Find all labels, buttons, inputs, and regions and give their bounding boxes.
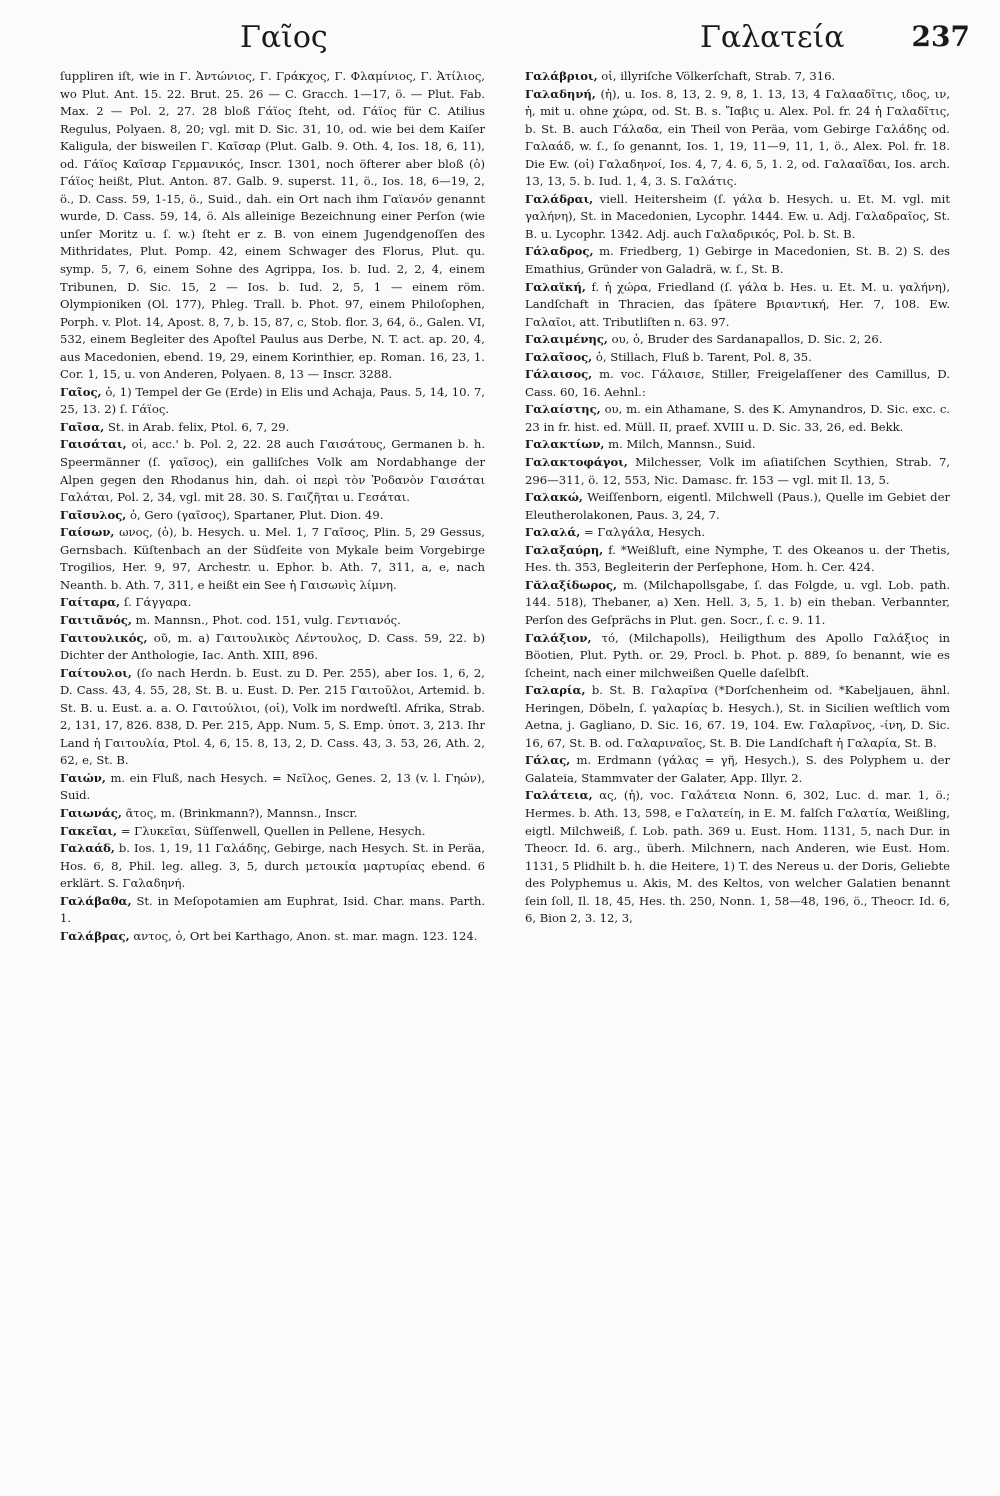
entry-text: οἱ, acc.' b. Pol. 2, 22. 28 auch Γαισάτους, Germanen b. h. Speermänner (ſ. γαῖσος), ein galliſches Volk am Nordabhange der Alpen gegen den Rhodanus hin, dah. οἱ περὶ τὸν Ῥοδανὸν Γαισάται Γαλάται, Pol. 2, 34, vgl. mit 28. 30. S. Γαιζῆται u. Γεσάται.	[60, 437, 485, 505]
entry-lemma: Γαίτουλοι,	[60, 665, 132, 680]
entry-lemma: Γαιών,	[60, 770, 106, 785]
entry-lemma: Γαλακτίων,	[525, 437, 605, 452]
entry-text: ωνος, (ὁ), b. Hesych. u. Mel. 1, 7 Γαῖσος, Plin. 5, 29 Gessus, Gernsbach. Küſtenbach an der Südſeite von Mykale beim Vorgebirge Trogilios, Her. 9, 97, Archestr. u. Ephor. b. Ath. 7, 311, a, e, nach Neanth. b. Ath. 7, 311, e heißt ein See ἡ Γαισωνὶς λίμνη.	[60, 525, 485, 592]
entry-lemma: Γαιτιᾶνός,	[60, 612, 132, 627]
dictionary-entry	[525, 436, 950, 454]
entry-text: St. in Arab. felix, Ptol. 6, 7, 29.	[107, 419, 290, 434]
dictionary-entry	[525, 630, 950, 683]
entry-lemma: Γαλάξιον,	[525, 630, 592, 645]
entry-lemma: Γαλαλά,	[525, 525, 581, 540]
entry-lemma: Γαλαάδ,	[60, 841, 115, 856]
dictionary-entry	[525, 366, 950, 401]
entry-lemma: Γαλάβαθα,	[60, 893, 132, 908]
entry-text: = Γαλγάλα, Hesych.	[583, 525, 706, 540]
entry-text: m. Mannsn., Phot. cod. 151, vulg. Γεντιανός.	[135, 612, 401, 627]
entry-lemma: Γάλαδρος,	[525, 244, 594, 259]
entry-text: ᾶτος, m. (Brinkmann?), Mannsn., Inscr.	[125, 805, 358, 820]
dictionary-entry	[525, 279, 950, 332]
entry-lemma: Γαιωνάς,	[60, 805, 122, 820]
entry-lemma: Γαιτουλικός,	[60, 630, 148, 645]
entry-text: ὁ, Gero (γαῖσος), Spartaner, Plut. Dion. 49.	[130, 507, 384, 522]
dictionary-entry	[60, 823, 485, 841]
dictionary-entry	[60, 436, 485, 506]
entry-text: αντος, ὁ, Ort bei Karthago, Anon. st. mar. magn. 123. 124.	[133, 928, 478, 943]
entry-text: m. Friedberg, 1) Gebirge in Macedonien, St. B. 2) S. des Emathius, Gründer von Galadrä, w. ſ., St. B.	[525, 244, 950, 277]
entry-text: St. in Meſopotamien am Euphrat, Isid. Char. mans. Parth. 1.	[60, 893, 485, 926]
entry-text: (ἡ), u. Ios. 8, 13, 2. 9, 8, 1. 13, 13, 4 Γαλααδῖτις, ιδος, ιν, ἡ, mit u. ohne χώρα, od. St. B. s. Ἴαβις u. Alex. Pol. fr. 24 ἡ Γαλαδῖτις, b. St. B. auch Γάλαδα, ein Theil von Peräa, vom Gebirge Γαλάδης od. Γαλαάδ, w. ſ., ſo genannt, Ios. 1, 19, 11—9, 11, 1, ö., Alex. Pol. fr. 18. Die Ew. (οἱ) Γαλαδηνοί, Ios. 4, 7, 4. 6, 5, 1. 2, od. Γαλααῖδαι, Ios. arch. 13, 13, 5. b. Iud. 1, 4, 3. S. Γαλάτις.	[525, 86, 951, 189]
entry-lemma: Γαλαδηνή,	[525, 86, 596, 101]
entry-text: ας, (ἡ), voc. Γαλάτεια Nonn. 6, 302, Luc. d. mar. 1, ö.; Hermes. b. Ath. 13, 598, e Γαλατείη, in E. M. falſch Γαλατία, Weißling, eigtl. Milchweiß, ſ. Lob. path. 369 u. Eust. Hom. 1131, 5, nach Dur. in Theocr. Id. 6. arg., überh. Milchnern, nach Anderen, wie Eust. Hom. 1131, 5 Plidhilt b. h. die Heitere, 1) T. des Nereus u. der Doris, Geliebte des Polyphemus u. Akis, M. des Keltos, von welcher Galatien benannt ſein ſoll, Il. 18, 45, Hes. th. 250, Nonn. 1, 58—48, 196, ö., Theocr. Id. 6, 6, Bion 2, 3. 12, 3,	[525, 788, 951, 926]
dictionary-entry	[525, 489, 950, 524]
entry-lemma: Γαῖος,	[60, 384, 102, 399]
entry-text: m. (Milchapollsgabe, ſ. das Folgde, u. vgl. Lob. path. 144. 518), Thebaner, a) Xen. Hell. 3, 5, 1. b) ein theban. Verbannter, Perſon des Geſprächs in Plut. gen. Socr., ſ. c. 9. 11.	[525, 577, 951, 627]
entry-text: viell. Heitersheim (ſ. γάλα b. Hesych. u. Et. M. vgl. mit γαλήνη), St. in Macedonien, Lycophr. 1444. Ew. u. Adj. Γαλαδραῖος, St. B. u. Lycophr. 1342. Adj. auch Γαλαδρικός, Pol. b. St. B.	[525, 191, 950, 241]
dictionary-entry	[525, 542, 950, 577]
dictionary-entry	[525, 349, 950, 367]
dictionary-entry	[60, 384, 485, 419]
dictionary-entry	[60, 770, 485, 805]
entry-text: Weiſſenborn, eigentl. Milchwell (Paus.), Quelle im Gebiet der Eleutherolakonen, Paus. 3, 24, 7.	[525, 490, 950, 522]
entry-text: m. Milch, Mannsn., Suid.	[608, 437, 756, 452]
entry-text: (ſo nach Herdn. b. Eust. zu D. Per. 255), aber Ios. 1, 6, 2, D. Cass. 43, 4. 55, 28, St. B. u. Eust. D. Per. 215 Γαιτοῦλοι, Artemid. b. St. B. u. Eust. a. a. O. Γαιτούλιοι, (οἱ), Volk im nordweſtl. Afrika, Strab. 2, 131, 17, 826. 838, D. Per. 215, App. Num. 5, S. Emp. ὑποτ. 3, 213. Ihr Land ἡ Γαιτουλία, Ptol. 4, 6, 15. 8, 13, 2, D. Cass. 43, 3. 53, 26, Ath. 2, 62, e, St. B.	[60, 665, 485, 768]
dictionary-entry	[60, 507, 485, 525]
entry-lemma: Γᾰλαξίδωρος,	[525, 577, 617, 592]
right-running-headword: Γαλατεία	[700, 20, 845, 55]
dictionary-entry	[60, 594, 485, 612]
entry-text: = Γλυκεῖαι, Süſſenwell, Quellen in Pellene, Hesych.	[120, 823, 426, 838]
entry-lemma: Γαλακώ,	[525, 490, 583, 505]
dictionary-entry	[60, 630, 485, 665]
right-column	[525, 68, 950, 928]
entry-text: f. *Weißluft, eine Nymphe, T. des Okeanos u. der Thetis, Hes. th. 353, Begleiterin der Perſephone, Hom. h. Cer. 424.	[525, 542, 950, 575]
dictionary-entry	[525, 86, 950, 191]
entry-lemma: Γαλαίστης,	[525, 402, 601, 417]
dictionary-entry	[60, 665, 485, 770]
entry-lemma: Γαίταρα,	[60, 595, 121, 610]
entry-text: ου, ὁ, Bruder des Sardanapallos, D. Sic. 2, 26.	[611, 332, 883, 347]
entry-lemma: Γακεῖαι,	[60, 823, 118, 838]
entry-lemma: Γαλάβρας,	[60, 928, 130, 943]
entry-text: b. Ios. 1, 19, 11 Γαλάδης, Gebirge, nach Hesych. St. in Peräa, Hos. 6, 8, Phil. leg. alleg. 3, 5, durch μετοικία μαρτυρίας ebend. 6 erklärt. S. Γαλαδηνή.	[60, 841, 486, 891]
entry-text: ſuppliren iſt, wie in Γ. Ἀντώνιος, Γ. Γράκχος, Γ. Φλαμίνιος, Γ. Ἀτίλιος, wo Plut. Ant. 15. 22. Brut. 25. 26 — C. Gracch. 1—17, ö. — Plut. Fab. Max. 2 — Pol. 2, 27. 28 bloß Γάϊος ſteht, od. Γάϊος für C. Atilius Regulus, Polyaen. 8, 20; vgl. mit D. Sic. 31, 10, od. wie bei dem Kaiſer Kaligula, der bisweilen Γ. Καῖσαρ (Plut. Galb. 9. Oth. 4, Ios. 18, 6, 11), od. Γάϊος Καῖσαρ Γερμανικός, Inscr. 1301, noch öfterer aber bloß (ὁ) Γάϊος heißt, Plut. Anton. 87. Galb. 9. superst. 11, ö., Ios. 18, 6—19, 2, ö., D. Cass. 59, 1-15, ö., Suid., dah. ein Ort nach ihm Γαϊανόν genannt wurde, D. Cass. 59, 14, ö. Als alleinige Bezeichnung einer Perſon (wie unſer Moritz u. ſ. w.) ſteht er z. B. von einem Jugendgenoſſen des Mithridates, Plut. Pomp. 42, einem Schwager des Florus, Plut. qu. symp. 5, 7, 6, einem Sohne des Agrippa, Ios. b. Iud. 2, 2, 4, einem Tribunen, D. Sic. 15, 2 — Ios. b. Iud. 2, 5, 1 — einem röm. Olympioniken (Ol. 177), Phleg. Trall. b. Phot. 97, einem Philoſophen, Porph. v. Plot. 14, Apost. 8, 7, b. 15, 87, c, Stob. flor. 3, 64, ö., Galen. VI, 532, einem Begleiter des Apoſtel Paulus aus Derbe, N. T. act. ap. 20, 4, aus Macedonien, ebend. 19, 29, einem Korinthier, ep. Roman. 16, 23, 1. Cor. 1, 15, u. von Anderen, Polyaen. 8, 13 — Inscr. 3288.	[60, 69, 485, 382]
entry-text: Milchesser, Volk im aſiatiſchen Scythien, Strab. 7, 296—311, ö. 12, 553, Nic. Damasc. fr. 153 — vgl. mit Il. 13, 5.	[525, 455, 951, 487]
dictionary-entry	[60, 840, 485, 893]
dictionary-entry	[60, 893, 485, 928]
dictionary-entry	[525, 68, 950, 86]
dictionary-entry	[60, 419, 485, 437]
entry-lemma: Γαλαϊκή,	[525, 279, 586, 294]
entry-text: οἱ, illyriſche Völkerſchaft, Strab. 7, 316.	[601, 69, 836, 83]
dictionary-entry	[525, 577, 950, 630]
dictionary-entry	[525, 331, 950, 349]
entry-lemma: Γαλαρία,	[525, 683, 586, 698]
entry-lemma: Γαλακτοφάγοι,	[525, 455, 628, 470]
entry-lemma: Γαλάδραι,	[525, 191, 594, 206]
entry-text: m. Erdmann (γάλας = γῆ, Hesych.), S. des Polyphem u. der Galateia, Stammvater der Galater, App. Illyr. 2.	[525, 753, 950, 785]
entry-lemma: Γαῖσυλος,	[60, 507, 127, 522]
entry-text: m. voc. Γάλαισε, Stiller, Freigelaſſener des Camillus, D. Cass. 60, 16. Aehnl.:	[525, 367, 950, 399]
entry-text: ου, m. ein Athamane, S. des K. Amynandros, D. Sic. exc. c. 23 in fr. hist. ed. Müll. II, praef. XVIII u. D. Sic. 33, 26, ed. Bekk.	[525, 402, 950, 434]
dictionary-entry	[525, 243, 950, 278]
dictionary-entry	[60, 68, 485, 384]
dictionary-entry	[60, 928, 485, 946]
dictionary-entry	[525, 787, 950, 927]
page-header	[60, 14, 970, 58]
dictionary-entry	[525, 454, 950, 489]
entry-text: ὁ, Stillach, Fluß b. Tarent, Pol. 8, 35.	[595, 349, 812, 364]
entry-text: ſ. Γάγγαρα.	[123, 595, 192, 610]
dictionary-entry	[60, 612, 485, 630]
entry-lemma: Γάλας,	[525, 753, 571, 768]
entry-text: f. ἡ χώρα, Friedland (ſ. γάλα b. Hes. u. Et. M. u. γαλήνη), Landſchaft in Thracien, das ſpätere Βριαντική, Her. 7, 108. Ew. Γαλαῖοι, att. Tributliſten n. 63. 97.	[525, 279, 951, 329]
entry-text: m. ein Fluß, nach Hesych. = Νεῖλος, Genes. 2, 13 (v. l. Γηών), Suid.	[60, 770, 485, 803]
page-number: 237	[911, 20, 970, 53]
entry-lemma: Γαίσων,	[60, 525, 115, 540]
entry-text: b. St. B. Γαλαρῖνα (*Dorſchenheim od. *Kabeljauen, ähnl. Heringen, Döbeln, ſ. γαλαρίας b. Hesych.), St. in Sicilien weſtlich vom Aetna, j. Gagliano, D. Sic. 16, 67. 19, 104. Ew. Γαλαρῖνος, -ίνη, D. Sic. 16, 67, St. B. od. Γαλαριναῖος, St. B. Die Landſchaft ἡ Γαλαρία, St. B.	[525, 683, 951, 750]
left-running-headword: Γαῖος	[240, 20, 328, 55]
entry-lemma: Γαλαῖσος,	[525, 349, 593, 364]
entry-text: ὁ, 1) Tempel der Ge (Erde) in Elis und Achaja, Paus. 5, 14, 10. 7, 25, 13. 2) ſ. Γάϊος.	[60, 384, 485, 417]
dictionary-entry	[60, 524, 485, 594]
entry-lemma: Γαλάβριοι,	[525, 69, 598, 83]
entry-lemma: Γαῖσα,	[60, 419, 105, 434]
entry-lemma: Γαλαξαύρη,	[525, 542, 604, 557]
entry-lemma: Γαισάται,	[60, 437, 127, 452]
entry-lemma: Γαλαιμένης,	[525, 332, 608, 347]
dictionary-entry	[525, 682, 950, 752]
entry-text: οῦ, m. a) Γαιτουλικὸς Λέντουλος, D. Cass. 59, 22. b) Dichter der Anthologie, Iac. Anth. XIII, 896.	[60, 630, 486, 663]
dictionary-entry	[525, 191, 950, 244]
left-column	[60, 68, 485, 945]
dictionary-entry	[60, 805, 485, 823]
dictionary-entry	[525, 524, 950, 542]
dictionary-entry	[525, 401, 950, 436]
entry-lemma: Γαλάτεια,	[525, 788, 593, 803]
entry-lemma: Γάλαισος,	[525, 367, 593, 382]
dictionary-entry	[525, 752, 950, 787]
entry-text: τό, (Milchapolls), Heiligthum des Apollo Γαλάξιος in Böotien, Plut. Pyth. or. 29, Procl. b. Phot. p. 889, ſo benannt, wie es ſcheint, nach einer milchweißen Quelle daſelbſt.	[525, 630, 950, 680]
